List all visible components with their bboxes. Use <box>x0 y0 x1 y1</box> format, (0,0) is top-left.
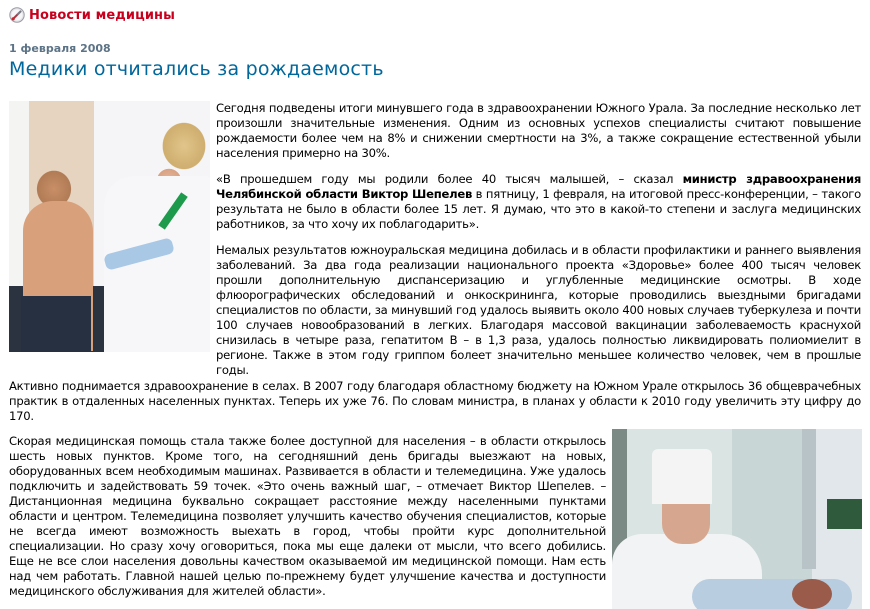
article-photo-nurse-newborn <box>612 429 862 609</box>
minister-name: министр здравоохранения Челябинской области Виктор Шепелев <box>216 172 862 201</box>
article-paragraph: Активно поднимается здравоохранение в селах. В 2007 году благодаря областному бюджету на Южном Урале открылось 36 общеврачебных практик в отдаленных населенных пунктах. Теперь их уже 76. По словам министра, в планах у области к 2010 году увеличить эту цифру до 170. <box>9 379 861 423</box>
article-paragraph-quote <box>216 172 861 232</box>
article-paragraph: Сегодня подведены итоги минувшего года в здравоохранении Южного Урала. За последние несколько лет произошли значительные изменения. Одним из основных успехов специалисты считают повышение рождаемости более чем на 8% и снижении смертности на 3%, а также сокращение естественной убыли населения примерно на 30%. <box>216 101 861 160</box>
article-date: 1 февраля 2008 <box>9 42 111 55</box>
photo-detail-monitor <box>827 499 862 529</box>
photo-detail-baby <box>792 579 832 609</box>
section-title-link[interactable]: Новости медицины <box>29 7 175 23</box>
article-title: Медики отчитались за рождаемость <box>9 58 384 80</box>
photo-detail-face <box>662 504 710 544</box>
thermometer-icon <box>9 7 25 23</box>
quote-text-continued: в пятницу, 1 февраля, на итоговой пресс-конференции, – такого результата не было в области более 15 лет. Я думаю, что это в какой-то степени и заслуга медицинских работников, за что хочу их поблагодарить». <box>216 187 861 231</box>
photo-detail-jeans <box>21 296 91 352</box>
photo-detail-hat <box>652 449 712 504</box>
photo-detail-pillar <box>802 429 816 569</box>
quote-text: «В прошедшем году мы родили более 40 тысяч малышей, – сказал <box>216 172 683 186</box>
section-header <box>9 6 175 24</box>
article-paragraph: Скорая медицинская помощь стала также более доступной для населения – в области открылось шесть новых пунктов. Кроме того, на сегодняшний день бригады выезжают на новых, оборудованных всем необходимым машинах. Развивается в области и телемедицина. Уже удалось подключить и задействовать 59 точек. «Это очень важный шаг, – отмечает Виктор Шепелев. – Дистанционная медицина буквально сокращает расстояние между населенными пунктами области и центром. Телемедицина позволяет улучшить качество обучения специалистов, которые не всегда имеют возможность выехать в город, чтобы пройти курс дополнительной специализации. Но сразу хочу оговориться, пока мы еще далеки от мысли, что всего добились. Еще не все слои населения довольны качеством оказываемой им медицинской помощи. Нам есть над чем работать. Главной нашей целью по-прежнему будет улучшение качества и доступности медицинского обслуживания для жителей области». <box>9 434 606 598</box>
article-photo-doctor-child <box>9 101 210 352</box>
article-paragraph: Немалых результатов южноуральская медицина добилась и в области профилактики и раннего выявления заболеваний. За два года реализации национального проекта «Здоровье» более 400 тысяч человек прошли дополнительную диспансеризацию и углубленные медицинские осмотры. В ходе флюорографических обследований и онкоскрининга, которые проводились выездными бригадами специалистов по области, за минувший год удалось выявить около 400 новых случаев туберкулеза и почти 100 случаев новообразований в легких. Благодаря массовой вакцинации заболеваемость краснухой снизилась в четыре раза, гепатитом В – в 1,3 раза, удалось полностью ликвидировать полиомиелит в регионе. Также в этом году гриппом болеет значительно меньшее количество человек, чем в прошлые годы. <box>216 243 861 377</box>
